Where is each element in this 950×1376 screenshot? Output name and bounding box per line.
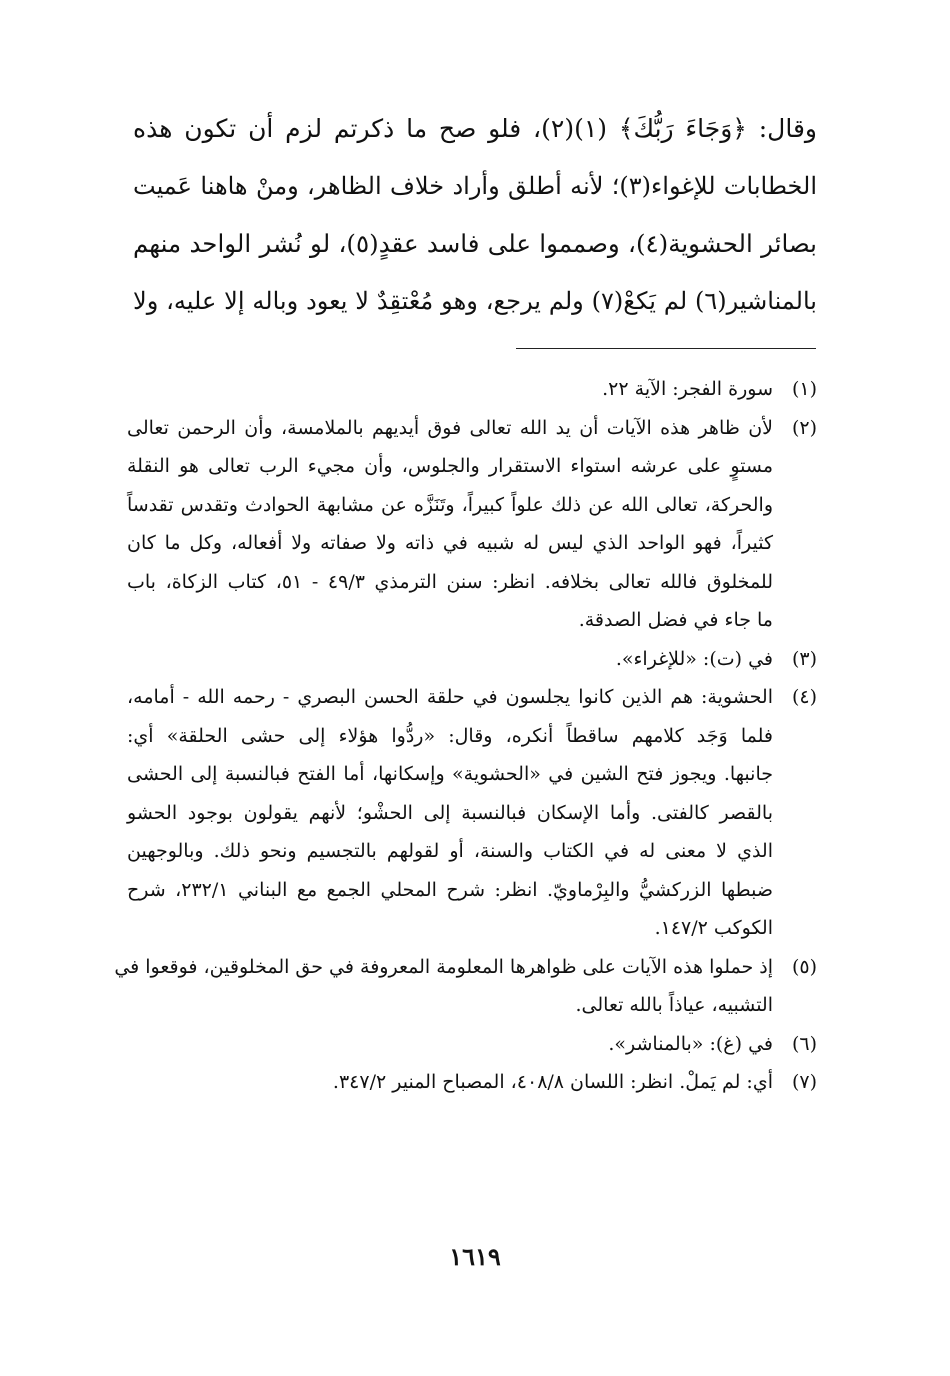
footnote-line: الكوكب ١٤٧/٢. <box>654 917 773 939</box>
footnote-line: ما جاء في فضل الصدقة. <box>578 609 773 631</box>
footnote-line: مستوٍ على عرشه استواء الاستقرار والجلوس، وأن مجيء الرب تعالى هو النقلة <box>127 455 773 477</box>
footnote-line: جانبها. ويجوز فتح الشين في «الحشوية» وإسكانها، أما الفتح فبالنسبة إلى الحشى <box>127 763 773 785</box>
footnote-body <box>127 370 773 409</box>
footnote-body <box>127 640 773 679</box>
footnote-number: (٧) <box>791 1071 817 1093</box>
footnote-line: التشبيه، عياذاً بالله تعالى. <box>575 994 773 1016</box>
footnote-number: (٥) <box>791 955 817 978</box>
footnote-number: (١) <box>791 378 817 400</box>
footnote-7 <box>127 1063 817 1102</box>
footnote-number: (٣) <box>791 647 817 670</box>
footnote-body <box>127 1025 773 1064</box>
footnote-line: إذ حملوا هذه الآيات على ظواهرها المعلومة المعروفة في حق المخلوقين، فوقعوا في <box>114 955 773 978</box>
footnote-line: للمخلوق فالله تعالى بخلافه. انظر: سنن الترمذي ٤٩/٣ - ٥١، كتاب الزكاة، باب <box>127 570 774 593</box>
footnote-line: الذي لا معنى له في الكتاب والسنة، أو لقولهم بالتجسيم ونحو ذلك. وبالوجهين <box>127 840 773 862</box>
footnote-line: الحشوية: هم الذين كانوا يجلسون في حلقة الحسن البصري - رحمه الله - أمامه، <box>127 686 773 708</box>
footnote-line: فلما وَجَد كلامهم ساقطاً أنكره، وقال: «ردُّوا هؤلاء إلى حشى الحلقة» أي: <box>127 724 773 747</box>
page-number: ١٦١٩ <box>449 1242 501 1271</box>
footnotes-section <box>114 370 817 1102</box>
footnote-body <box>127 409 773 640</box>
footnote-line: في (ت): «للإغراء». <box>615 647 773 670</box>
footnote-number: (٤) <box>791 686 817 708</box>
footnote-line: سورة الفجر: الآية ٢٢. <box>602 378 773 400</box>
main-text-line: بالمناشير(٦) لم يَكعْ(٧) ولم يرجع، وهو مُعْتقِدٌ لا يعود وباله إلا عليه، ولا <box>133 286 817 315</box>
footnote-line: ضبطها الزركشيُّ والبِرْماويّ. انظر: شرح المحلي الجمع مع البناني ٢٣٢/١، شرح <box>127 878 773 901</box>
footnote-divider <box>516 348 816 349</box>
footnote-5 <box>114 948 817 1025</box>
footnote-4 <box>127 678 817 948</box>
footnote-line: لأن ظاهر هذه الآيات أن يد الله تعالى فوق أيديهم بالملامسة، وأن الرحمن تعالى <box>127 416 773 439</box>
footnote-line: بالقصر كالفتى. وأما الإسكان فبالنسبة إلى الحشْو؛ لأنهم يقولون بوجود الحشو <box>127 801 773 824</box>
footnote-line: والحركة، تعالى الله عن ذلك علواً كبيراً، وتَنَزَّه عن مشابهة الحوادث وتقدس تقدساً <box>127 493 773 516</box>
footnote-body <box>114 948 773 1025</box>
footnote-6 <box>127 1025 817 1064</box>
footnote-body <box>127 1063 773 1102</box>
main-text-block <box>133 100 817 330</box>
main-text-line: الخطابات للإغواء(٣)؛ لأنه أطلق وأراد خلاف الظاهر، ومنْ هاهنا عَميت <box>133 171 817 200</box>
footnote-3 <box>127 640 817 679</box>
footnote-line: في (غ): «بالمناشر». <box>608 1032 773 1055</box>
footnote-number: (٢) <box>791 416 817 439</box>
footnote-number: (٦) <box>791 1032 817 1055</box>
main-text-line: بصائر الحشوية(٤)، وصمموا على فاسد عقدٍ(٥)، لو نُشر الواحد منهم <box>133 229 817 258</box>
footnote-2 <box>127 409 817 640</box>
footnote-body <box>127 678 773 948</box>
footnote-line: كثيراً، فهو الواحد الذي ليس له شبيه في ذاته ولا صفاته ولا أفعاله، وكل ما كان <box>127 532 773 554</box>
footnote-line: أي: لم يَملْ. انظر: اللسان ٤٠٨/٨، المصباح المنير ٣٤٧/٢. <box>332 1071 773 1093</box>
footnote-1 <box>127 370 817 409</box>
main-text-line: وقال: ﴿وَجَاءَ رَبُّكَ﴾ (١)(٢)، فلو صح ما ذكرتم لزم أن تكون هذه <box>133 114 817 143</box>
